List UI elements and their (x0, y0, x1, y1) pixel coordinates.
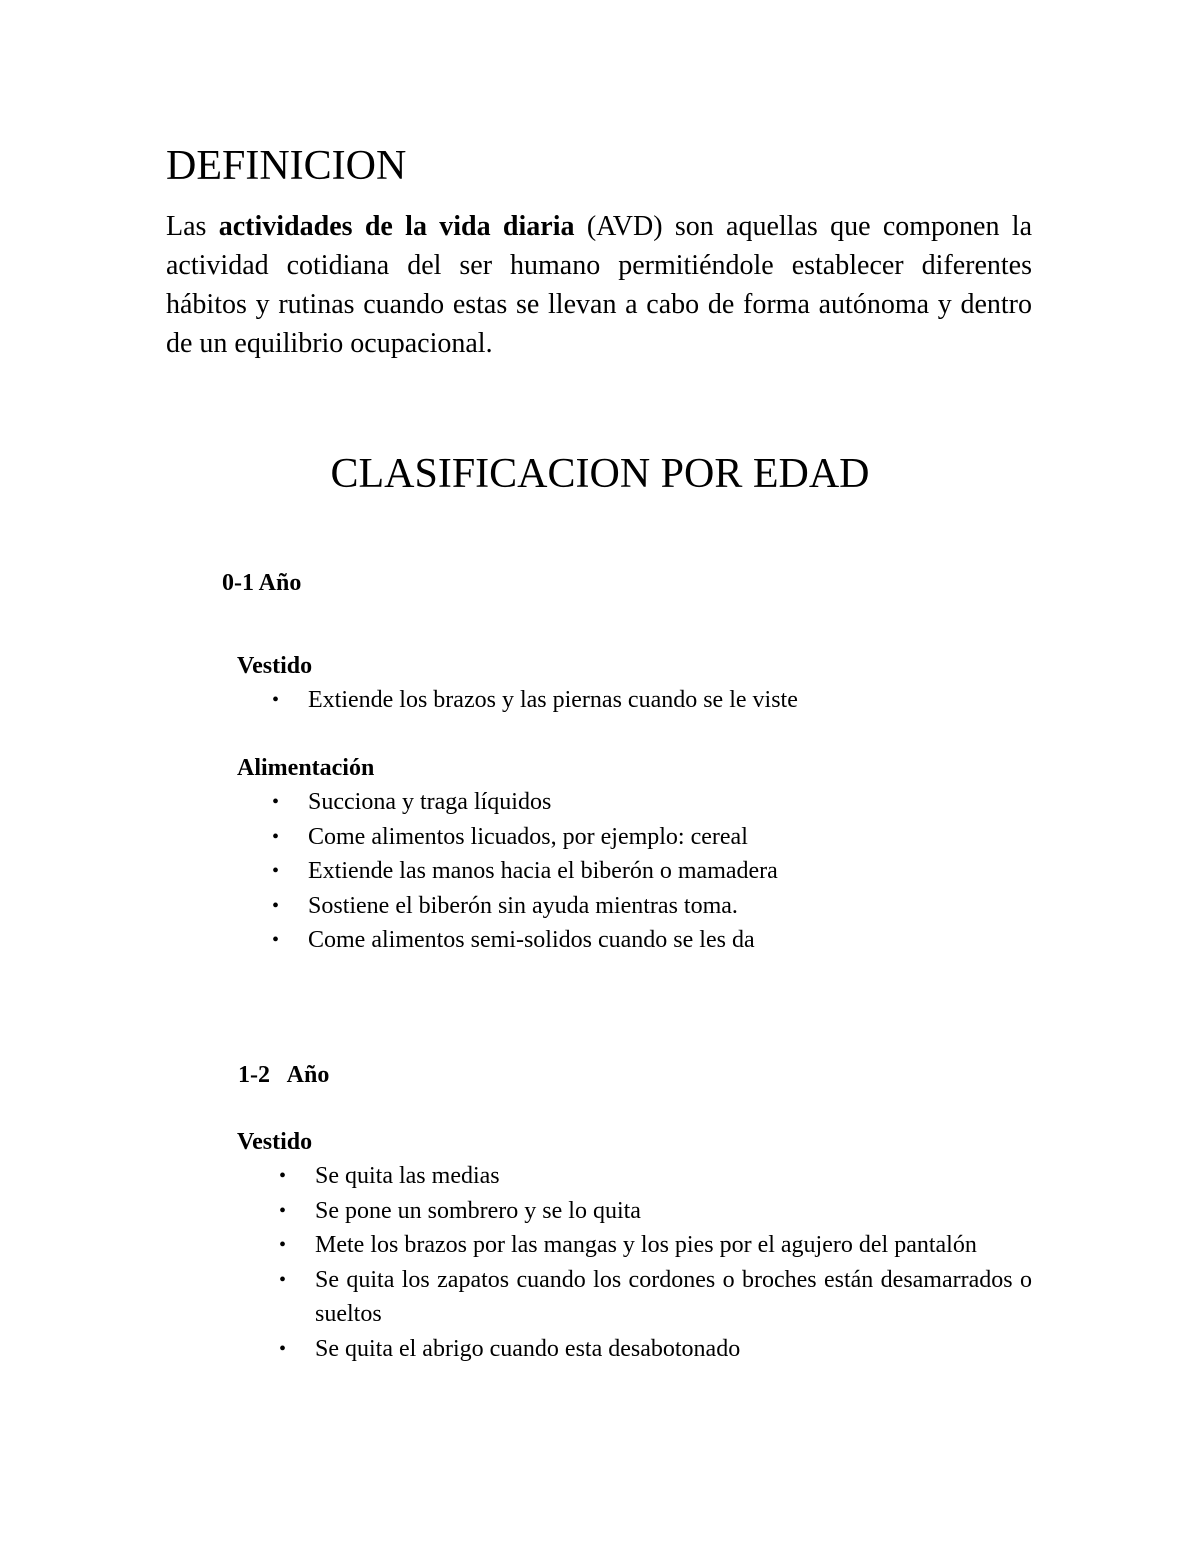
classification-heading: CLASIFICACION POR EDAD (330, 451, 870, 497)
list-item (272, 854, 1028, 889)
list-item-text: Come alimentos semi-solidos cuando se les da (308, 927, 755, 953)
bullet-icon: • (279, 1268, 287, 1291)
age-group-heading: 0-1 Año (222, 570, 302, 596)
bullet-icon: • (279, 1234, 287, 1256)
bullet-icon: • (272, 825, 280, 848)
list-item-text: Se pone un sombrero y se lo quita (315, 1197, 641, 1224)
list-item (279, 1332, 1032, 1367)
list-item (272, 820, 1028, 855)
list-item (272, 923, 1028, 958)
bullet-icon: • (272, 860, 280, 882)
list-item-text: Se quita el abrigo cuando esta desabotonado (315, 1335, 741, 1362)
list-item (279, 1159, 1032, 1194)
age-group-heading: 1-2 Año (238, 1062, 330, 1088)
list-item (279, 1194, 1032, 1229)
list-item (279, 1263, 1032, 1332)
list-item-text: Extiende los brazos y las piernas cuando se le viste (308, 687, 798, 713)
list-item-text: Sostiene el biberón sin ayuda mientras toma. (308, 892, 738, 919)
list-item (272, 683, 1028, 718)
bullet-icon: • (272, 894, 280, 917)
bullet-list-vestido (279, 1159, 1032, 1366)
bullet-icon: • (279, 1199, 287, 1222)
list-item-text: Extiende las manos hacia el biberón o mamadera (308, 858, 778, 884)
definition-rest: (AVD) son aquellas que componen la actividad cotidiana del ser humano permitiéndole establecer diferentes hábitos y rutinas cuando estas se llevan a cabo de forma autónoma y dentro de un equilibrio ocupacional. (166, 211, 1033, 359)
list-item (279, 1228, 1032, 1263)
bullet-icon: • (279, 1165, 287, 1187)
list-item (272, 785, 1028, 820)
bullet-icon: • (272, 929, 280, 951)
category-heading-vestido: Vestido (237, 1129, 313, 1155)
definition-heading: DEFINICION (166, 143, 407, 189)
bullet-icon: • (272, 689, 280, 711)
category-heading-alimentacion: Alimentación (237, 755, 375, 781)
definition-paragraph (166, 207, 1032, 363)
list-item-text: Mete los brazos por las mangas y los pies por el agujero del pantalón (315, 1232, 977, 1258)
list-item-text: Succiona y traga líquidos (308, 789, 552, 815)
definition-intro: Las (166, 211, 219, 242)
bullet-icon: • (272, 791, 280, 813)
list-item-text: Se quita las medias (315, 1163, 500, 1189)
bullet-icon: • (279, 1337, 287, 1360)
list-item-text: Come alimentos licuados, por ejemplo: cereal (308, 823, 748, 850)
definition-bold-term: actividades de la vida diaria (218, 211, 575, 242)
bullet-list-alimentacion (272, 785, 1028, 958)
list-item-text: Se quita los zapatos cuando los cordones o broches están desamarrados o sueltos (315, 1266, 1032, 1327)
list-item (272, 889, 1028, 924)
category-heading-vestido: Vestido (237, 653, 313, 679)
bullet-list-vestido (272, 683, 1028, 718)
